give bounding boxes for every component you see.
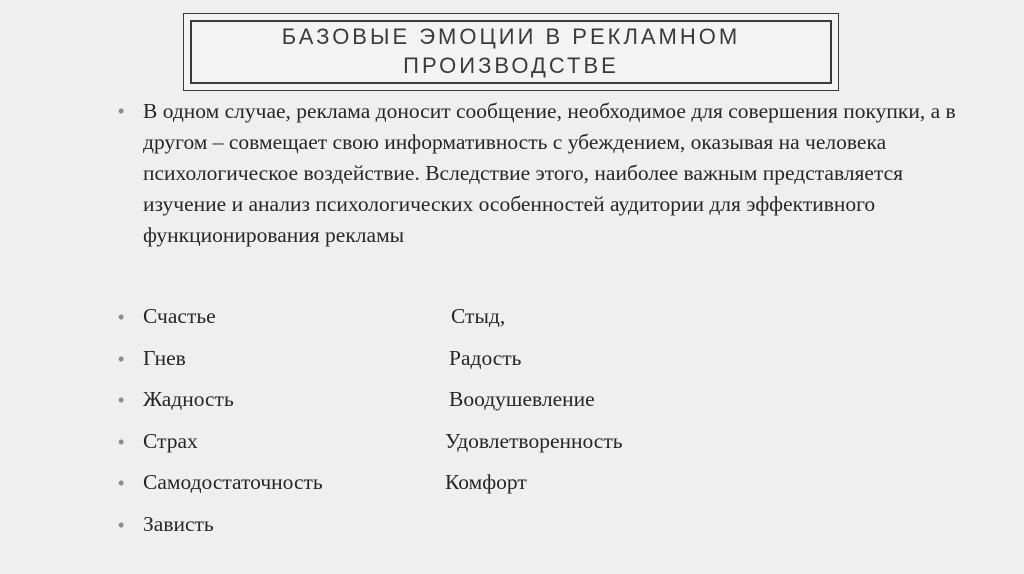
bullet-icon: • — [118, 390, 125, 410]
bullet-icon: • — [118, 348, 125, 369]
emotion-left: Самодостаточность — [143, 470, 323, 494]
bullet-icon: • — [118, 514, 125, 535]
intro-paragraph — [118, 96, 988, 251]
emotions-list — [118, 304, 818, 553]
emotion-left: Страх — [143, 428, 198, 453]
emotion-right: Стыд, — [451, 304, 506, 328]
bullet-icon: • — [118, 307, 125, 327]
intro-text: В одном случае, реклама доносит сообщение, необходимое для совершения покупки, а в другом – совмещает свою информативность с убеждением, оказывая на человека психологическое воздействие. Вследствие этого, наиболее важным представляется изучение и анализ психологических особенностей аудитории для эффективного функционирования рекламы — [143, 99, 956, 247]
emotion-row — [118, 512, 818, 554]
emotion-left: Жадность — [143, 387, 234, 411]
emotion-row — [118, 304, 818, 346]
emotion-row — [118, 387, 818, 429]
bullet-icon: • — [118, 101, 125, 121]
emotion-row — [118, 346, 818, 388]
title-frame — [183, 13, 839, 91]
emotion-right: Удовлетворенность — [445, 428, 623, 453]
slide-title: БАЗОВЫЕ ЭМОЦИИ В РЕКЛАМНОМ ПРОИЗВОДСТВЕ — [281, 24, 741, 78]
emotion-row — [118, 429, 818, 471]
emotion-right: Комфорт — [445, 470, 527, 494]
bullet-icon: • — [118, 431, 125, 452]
intro-bullet-item — [118, 96, 988, 251]
emotion-right: Воодушевление — [449, 387, 595, 411]
bullet-icon: • — [118, 473, 125, 493]
emotion-left: Зависть — [143, 511, 214, 536]
emotion-left: Счастье — [143, 304, 216, 328]
emotion-row — [118, 470, 818, 512]
title-frame-inner — [190, 20, 832, 84]
emotion-left: Гнев — [143, 345, 186, 370]
emotion-right: Радость — [449, 345, 522, 370]
